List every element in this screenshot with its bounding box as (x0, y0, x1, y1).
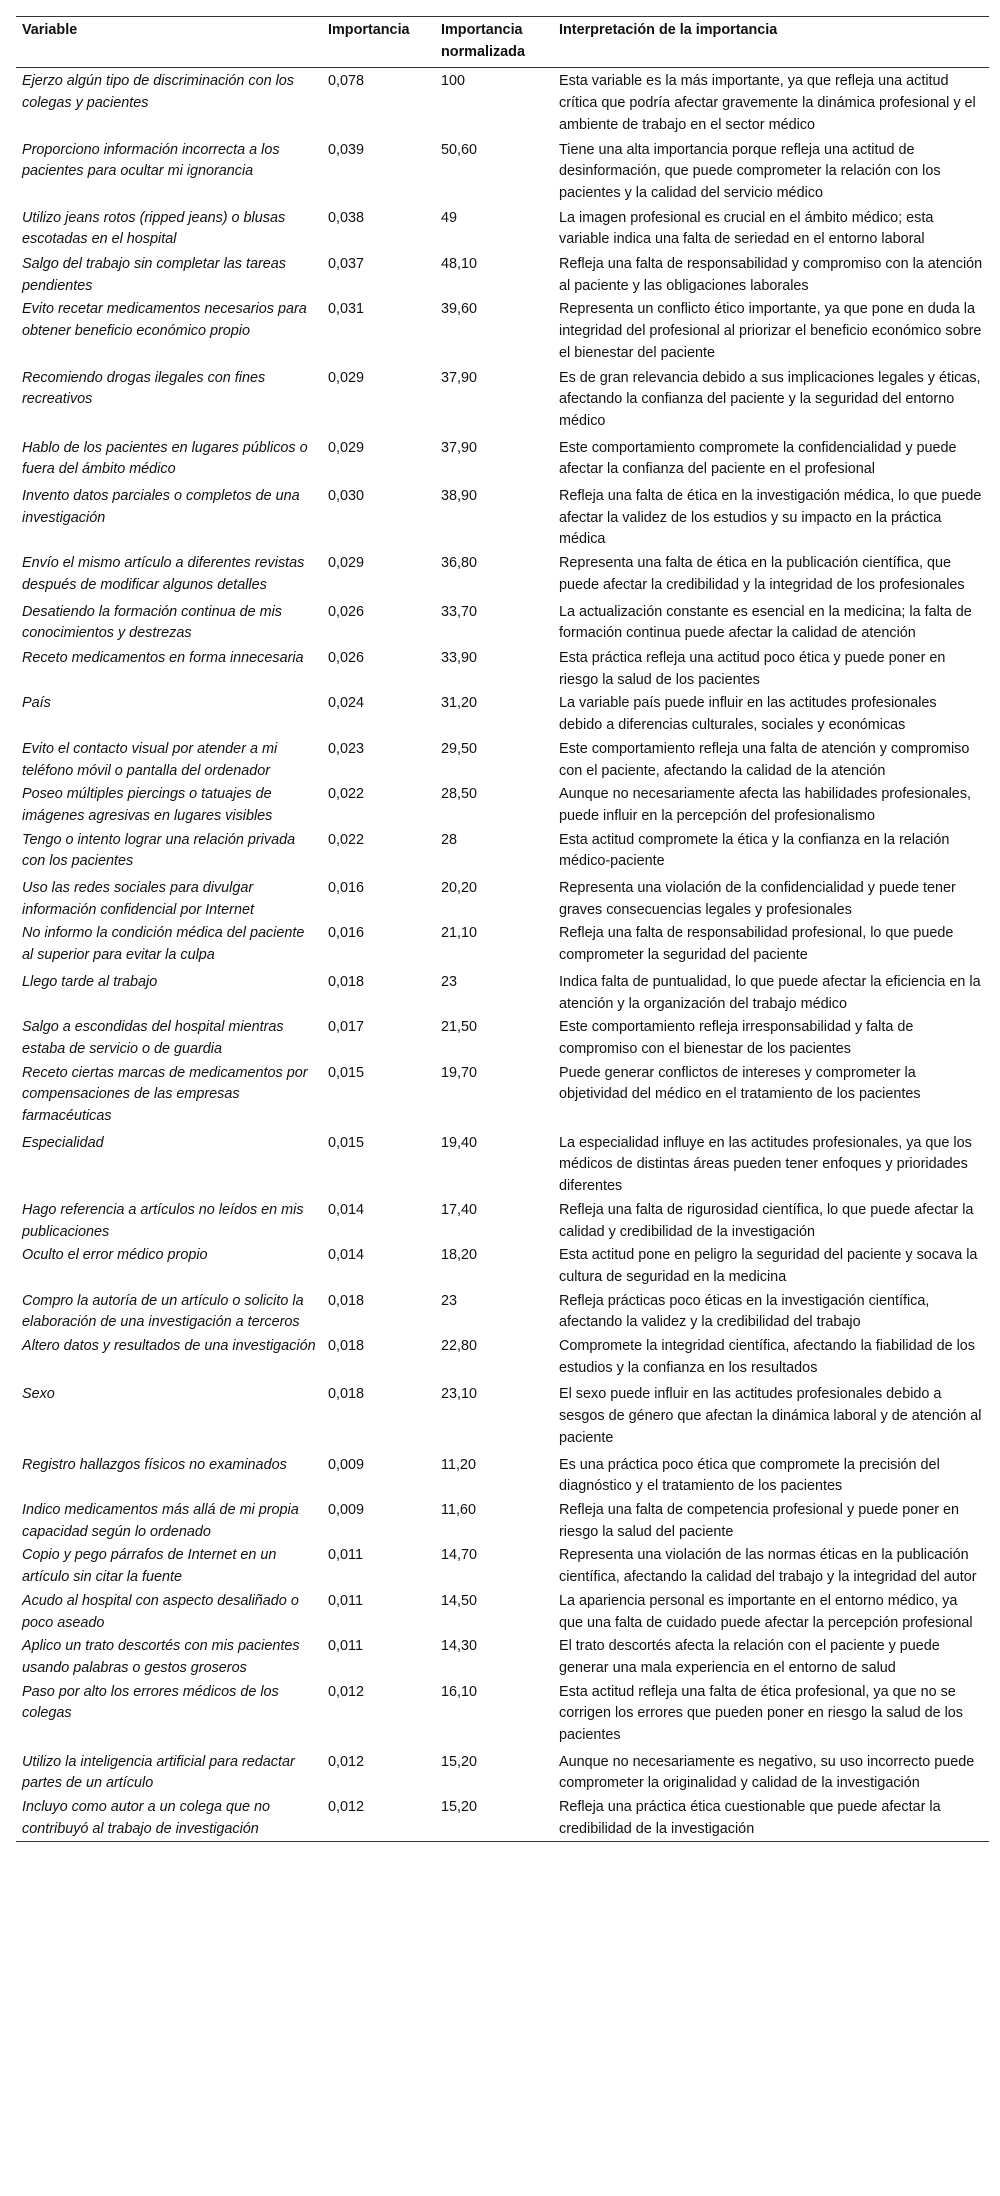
cell-interpretacion: Este comportamiento refleja irresponsabilidad y falta de compromiso con el bienestar de los pacientes (559, 1019, 914, 1057)
cell-interpretacion: Refleja una falta de ética en la investigación médica, lo que puede afectar la validez de los estudios y su impacto en la práctica médica (559, 488, 982, 548)
table-row (16, 1450, 989, 1498)
cell-variable: Aplico un trato descortés con mis pacientes usando palabras o gestos groseros (22, 1638, 300, 1676)
cell-importancia: 0,029 (328, 369, 365, 386)
cell-importancia-normalizada: 33,70 (441, 603, 478, 620)
cell-importancia-normalizada: 38,90 (441, 488, 478, 505)
cell-variable: Tengo o intento lograr una relación privada con los pacientes (22, 831, 296, 870)
cell-interpretacion: El trato descortés afecta la relación con el paciente y puede generar una mala experiencia en el entorno de salud (559, 1638, 940, 1676)
cell-importancia: 0,014 (328, 1247, 365, 1264)
cell-interpretacion: Esta variable es la más importante, ya que refleja una actitud crítica que podría afectar gravemente la dinámica profesional y el ambiente de trabajo en el sector médico (559, 73, 976, 133)
cell-importancia-normalizada: 23 (441, 1292, 458, 1309)
cell-interpretacion: La variable país puede influir en las actitudes profesionales debido a diferencias culturales, sociales y económicas (559, 695, 937, 734)
table-row (16, 737, 989, 782)
cell-importancia-normalizada: 39,60 (441, 301, 478, 318)
cell-variable: Sexo (22, 1386, 55, 1403)
table-header (16, 17, 989, 68)
cell-importancia: 0,017 (328, 1019, 365, 1036)
cell-importancia: 0,078 (328, 73, 365, 90)
table-row (16, 597, 989, 645)
cell-importancia: 0,012 (328, 1753, 365, 1770)
cell-importancia: 0,015 (328, 1134, 365, 1151)
table-row (16, 645, 989, 691)
cell-importancia: 0,031 (328, 301, 365, 318)
cell-interpretacion: Indica falta de puntualidad, lo que puede afectar la eficiencia en la atención y la organización del trabajo médico (559, 973, 981, 1012)
cell-variable: Evito recetar medicamentos necesarios para obtener beneficio económico propio (22, 301, 307, 340)
cell-importancia: 0,015 (328, 1064, 365, 1081)
table-row (16, 205, 989, 251)
cell-variable: Salgo del trabajo sin completar las tareas pendientes (22, 256, 286, 294)
cell-variable: Compro la autoría de un artículo o solicito la elaboración de una investigación a terceros (22, 1292, 304, 1331)
header-importancia-normalizada: Importancia normalizada (435, 17, 553, 68)
cell-interpretacion: La imagen profesional es crucial en el ámbito médico; esta variable indica una falta de seriedad en el entorno laboral (559, 209, 934, 248)
cell-importancia-normalizada: 21,10 (441, 925, 478, 942)
table-row (16, 967, 989, 1015)
cell-importancia-normalizada: 14,30 (441, 1638, 478, 1655)
table-row (16, 1334, 989, 1379)
table-row (16, 1680, 989, 1747)
header-variable: Variable (16, 17, 322, 68)
cell-importancia: 0,012 (322, 1795, 435, 1841)
cell-variable: Especialidad (22, 1134, 104, 1151)
cell-importancia: 0,016 (328, 880, 365, 897)
importance-table (16, 16, 989, 1842)
cell-variable: Proporciono información incorrecta a los pacientes para ocultar mi ignorancia (22, 141, 280, 180)
cell-variable: Copio y pego párrafos de Internet en un artículo sin citar la fuente (22, 1547, 277, 1586)
table-row (16, 828, 989, 873)
cell-importancia: 0,018 (328, 1386, 365, 1403)
header-row (16, 17, 989, 68)
cell-importancia-normalizada: 37,90 (441, 369, 478, 386)
cell-interpretacion: Puede generar conflictos de intereses y comprometer la objetividad del médico en el tratamiento de los pacientes (559, 1064, 921, 1103)
cell-importancia-normalizada: 23,10 (441, 1386, 478, 1403)
cell-importancia-normalizada: 22,80 (441, 1338, 478, 1355)
cell-variable: Hablo de los pacientes en lugares públicos o fuera del ámbito médico (22, 439, 308, 478)
header-interpretacion: Interpretación de la importancia (553, 17, 989, 68)
cell-importancia: 0,026 (328, 603, 365, 620)
cell-interpretacion: Refleja una falta de rigurosidad científica, lo que puede afectar la calidad y credibilidad de la investigación (559, 1201, 974, 1240)
cell-importancia: 0,022 (328, 831, 365, 848)
cell-interpretacion: Representa una falta de ética en la publicación científica, que puede afectar la credibilidad y la integridad de los profesionales (559, 555, 965, 593)
cell-variable: Invento datos parciales o completos de una investigación (22, 488, 300, 526)
cell-interpretacion: Representa una violación de las normas éticas en la publicación científica, afectando la calidad del trabajo y la integridad del autor (559, 1547, 977, 1586)
cell-variable: Salgo a escondidas del hospital mientras estaba de servicio o de guardia (22, 1019, 284, 1057)
table-row (16, 1243, 989, 1288)
cell-importancia: 0,016 (328, 925, 365, 942)
cell-importancia: 0,018 (328, 973, 365, 990)
cell-variable: Receto ciertas marcas de medicamentos por compensaciones de las empresas farmacéuticas (22, 1064, 308, 1125)
cell-variable: Envío el mismo artículo a diferentes revistas después de modificar algunos detalles (22, 555, 305, 593)
table-row (16, 1634, 989, 1679)
cell-variable: Utilizo la inteligencia artificial para redactar partes de un artículo (22, 1753, 295, 1792)
table-row (16, 137, 989, 205)
table-row (16, 1543, 989, 1588)
cell-interpretacion: Refleja una práctica ética cuestionable que puede afectar la credibilidad de la investigación (553, 1795, 989, 1841)
cell-variable: Utilizo jeans rotos (ripped jeans) o blusas escotadas en el hospital (22, 209, 286, 248)
cell-importancia: 0,030 (328, 488, 365, 505)
cell-importancia: 0,024 (328, 695, 365, 712)
cell-importancia: 0,038 (328, 209, 365, 226)
cell-importancia: 0,026 (328, 649, 365, 666)
table-row (16, 1289, 989, 1334)
cell-importancia: 0,018 (328, 1338, 365, 1355)
cell-interpretacion: Tiene una alta importancia porque refleja una actitud de desinformación, que puede comprometer la relación con los pacientes y la calidad del servicio médico (559, 141, 941, 201)
cell-interpretacion: Refleja una falta de responsabilidad profesional, lo que puede comprometer la seguridad del paciente (559, 925, 954, 964)
cell-importancia-normalizada: 15,20 (441, 1753, 478, 1770)
cell-importancia-normalizada: 11,20 (441, 1456, 476, 1473)
cell-variable: Llego tarde al trabajo (22, 973, 158, 990)
cell-importancia: 0,011 (328, 1547, 363, 1564)
table-row (16, 873, 989, 921)
cell-importancia-normalizada: 15,20 (435, 1795, 553, 1841)
cell-importancia: 0,012 (328, 1683, 365, 1700)
cell-importancia-normalizada: 19,70 (441, 1064, 478, 1081)
cell-interpretacion: Esta actitud compromete la ética y la confianza en la relación médico-paciente (559, 831, 950, 870)
cell-importancia-normalizada: 33,90 (441, 649, 478, 666)
cell-variable: Receto medicamentos en forma innecesaria (22, 649, 304, 666)
cell-variable: Oculto el error médico propio (22, 1247, 208, 1264)
cell-importancia-normalizada: 49 (441, 209, 458, 226)
cell-variable: País (22, 695, 51, 712)
cell-importancia-normalizada: 14,50 (441, 1592, 478, 1609)
table-row (16, 1061, 989, 1128)
table-row (16, 1747, 989, 1795)
cell-importancia-normalizada: 37,90 (441, 439, 478, 456)
cell-importancia: 0,037 (328, 256, 365, 273)
cell-interpretacion: Aunque no necesariamente es negativo, su uso incorrecto puede comprometer la originalidad y calidad de la investigación (559, 1753, 975, 1792)
cell-variable: Poseo múltiples piercings o tatuajes de imágenes agresivas en lugares visibles (22, 786, 273, 824)
cell-importancia-normalizada: 29,50 (441, 740, 478, 757)
cell-importancia: 0,018 (328, 1292, 365, 1309)
cell-importancia-normalizada: 19,40 (441, 1134, 478, 1151)
cell-variable: Uso las redes sociales para divulgar información confidencial por Internet (22, 880, 254, 918)
table-row (16, 1498, 989, 1543)
cell-importancia: 0,011 (328, 1638, 363, 1655)
table-row (16, 481, 989, 551)
table-row (16, 433, 989, 481)
cell-importancia: 0,029 (328, 439, 365, 456)
cell-importancia-normalizada: 14,70 (441, 1547, 478, 1564)
cell-variable: Acudo al hospital con aspecto desaliñado o poco aseado (22, 1592, 299, 1631)
table-row (16, 68, 989, 137)
table-row (16, 921, 989, 966)
cell-interpretacion: Es de gran relevancia debido a sus implicaciones legales y éticas, afectando la confianza del paciente y la seguridad del entorno médico (559, 369, 981, 429)
cell-variable: Ejerzo algún tipo de discriminación con los colegas y pacientes (22, 73, 294, 112)
cell-importancia-normalizada: 28,50 (441, 786, 478, 803)
cell-importancia-normalizada: 31,20 (441, 695, 478, 712)
table-container (16, 16, 989, 1842)
cell-importancia: 0,022 (328, 786, 365, 803)
cell-interpretacion: Refleja una falta de competencia profesional y puede poner en riesgo la salud del paciente (559, 1502, 960, 1540)
cell-importancia: 0,009 (328, 1456, 365, 1473)
cell-interpretacion: Refleja una falta de responsabilidad y compromiso con la atención al paciente y las obligaciones laborales (559, 256, 983, 294)
cell-importancia: 0,011 (328, 1592, 363, 1609)
cell-importancia: 0,009 (328, 1502, 365, 1518)
cell-interpretacion: Esta práctica refleja una actitud poco ética y puede poner en riesgo la salud de los pacientes (559, 649, 946, 688)
table-row (16, 782, 989, 827)
cell-interpretacion: La especialidad influye en las actitudes profesionales, ya que los médicos de distintas áreas pueden tener enfoques y prioridades diferentes (559, 1134, 972, 1195)
table-row (16, 551, 989, 596)
cell-variable: No informo la condición médica del paciente al superior para evitar la culpa (22, 925, 305, 964)
cell-importancia-normalizada: 20,20 (441, 880, 478, 897)
cell-importancia-normalizada: 18,20 (441, 1247, 478, 1264)
cell-variable: Registro hallazgos físicos no examinados (22, 1456, 287, 1473)
table-row (16, 1379, 989, 1449)
table-row (16, 1128, 989, 1198)
cell-variable: Recomiendo drogas ilegales con fines recreativos (22, 369, 266, 408)
cell-importancia: 0,029 (328, 555, 365, 572)
table-row (16, 1795, 989, 1841)
table-row (16, 365, 989, 433)
cell-interpretacion: Esta actitud pone en peligro la seguridad del paciente y socava la cultura de seguridad en la medicina (559, 1247, 978, 1285)
cell-importancia-normalizada: 21,50 (441, 1019, 478, 1036)
cell-importancia-normalizada: 28 (441, 831, 458, 848)
cell-variable: Indico medicamentos más allá de mi propia capacidad según lo ordenado (22, 1502, 299, 1540)
cell-importancia-normalizada: 36,80 (441, 555, 478, 572)
cell-variable: Incluyo como autor a un colega que no contribuyó al trabajo de investigación (16, 1795, 322, 1841)
cell-interpretacion: Es una práctica poco ética que compromete la precisión del diagnóstico y el tratamiento de los pacientes (559, 1456, 940, 1495)
cell-variable: Evito el contacto visual por atender a mi teléfono móvil o pantalla del ordenador (22, 740, 278, 779)
table-row (16, 1198, 989, 1243)
cell-interpretacion: Compromete la integridad científica, afectando la fiabilidad de los estudios y la confianza en los resultados (559, 1338, 975, 1376)
cell-importancia-normalizada: 23 (441, 973, 458, 990)
table-row (16, 297, 989, 364)
cell-importancia-normalizada: 100 (441, 73, 466, 90)
cell-importancia-normalizada: 48,10 (441, 256, 478, 273)
cell-interpretacion: Este comportamiento compromete la confidencialidad y puede afectar la confianza del paciente en el profesional (559, 439, 957, 478)
cell-interpretacion: Esta actitud refleja una falta de ética profesional, ya que no se corrigen los errores que pueden poner en riesgo la salud de los pacientes (559, 1683, 963, 1744)
table-row (16, 251, 989, 297)
cell-importancia: 0,023 (328, 740, 365, 757)
cell-variable: Altero datos y resultados de una investigación (22, 1338, 316, 1355)
cell-importancia: 0,039 (328, 141, 365, 158)
table-row (16, 1015, 989, 1060)
cell-variable: Paso por alto los errores médicos de los colegas (22, 1683, 279, 1722)
cell-importancia: 0,014 (328, 1201, 365, 1218)
header-importancia: Importancia (322, 17, 435, 68)
table-row (16, 691, 989, 736)
cell-importancia-normalizada: 11,60 (441, 1502, 476, 1518)
cell-interpretacion: Representa un conflicto ético importante, ya que pone en duda la integridad del profesional al priorizar el beneficio económico sobre el bienestar del paciente (559, 301, 982, 361)
cell-importancia-normalizada: 17,40 (441, 1201, 478, 1218)
cell-interpretacion: La apariencia personal es importante en el entorno médico, ya que una falta de cuidado puede afectar la percepción profesional (559, 1592, 973, 1631)
cell-interpretacion: Aunque no necesariamente afecta las habilidades profesionales, puede influir en la percepción del profesionalismo (559, 786, 972, 824)
cell-variable: Hago referencia a artículos no leídos en mis publicaciones (22, 1201, 304, 1240)
table-row (16, 1589, 989, 1634)
cell-interpretacion: Este comportamiento refleja una falta de atención y compromiso con el paciente, afectando la calidad de la atención (559, 740, 970, 779)
cell-interpretacion: Representa una violación de la confidencialidad y puede tener graves consecuencias legales y profesionales (559, 880, 956, 918)
cell-interpretacion: El sexo puede influir en las actitudes profesionales debido a sesgos de género que afectan la dinámica laboral y de atención al paciente (559, 1386, 982, 1446)
cell-variable: Desatiendo la formación continua de mis conocimientos y destrezas (22, 603, 282, 642)
cell-importancia-normalizada: 50,60 (441, 141, 478, 158)
cell-importancia-normalizada: 16,10 (441, 1683, 478, 1700)
table-body (16, 68, 989, 1841)
cell-interpretacion: Refleja prácticas poco éticas en la investigación científica, afectando la validez y la credibilidad del trabajo (559, 1292, 930, 1331)
cell-interpretacion: La actualización constante es esencial en la medicina; la falta de formación continua puede afectar la calidad de atención (559, 603, 972, 642)
